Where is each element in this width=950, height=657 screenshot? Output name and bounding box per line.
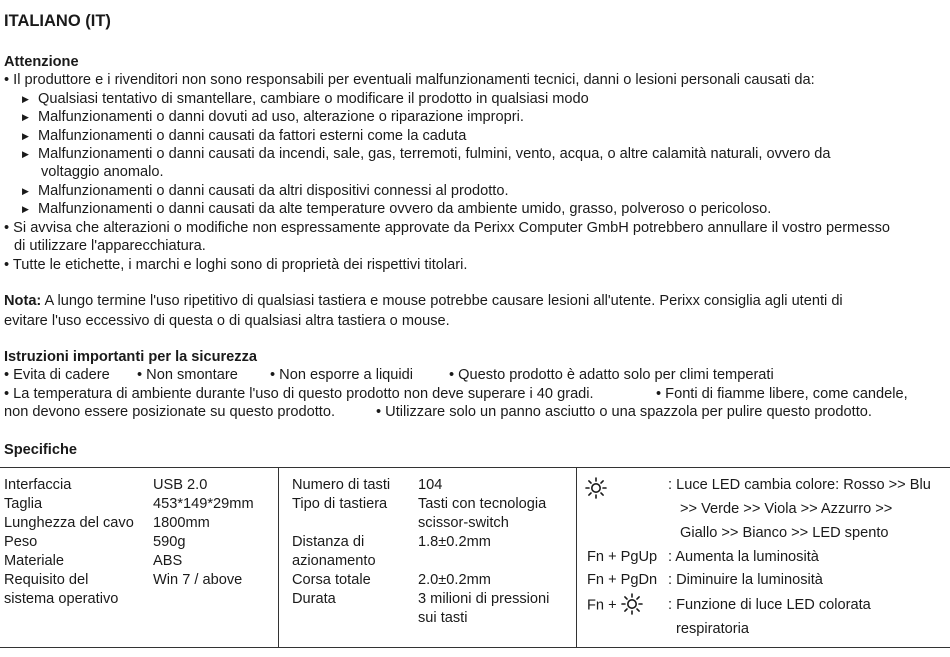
triangle-bullet-icon: ▶ xyxy=(22,94,29,104)
attention-sub-4-cont: voltaggio anomalo. xyxy=(41,164,164,180)
attention-heading: Attenzione xyxy=(4,54,79,70)
spec-keys-label: Numero di tasti xyxy=(292,477,391,493)
triangle-bullet-icon: ▶ xyxy=(22,112,29,122)
spec-keys-value: 104 xyxy=(418,477,443,493)
specs-heading: Specifiche xyxy=(4,442,77,458)
spec-weight-value: 590g xyxy=(153,534,186,550)
spec-life-label: Durata xyxy=(292,591,336,607)
spec-travel-value: 2.0±0.2mm xyxy=(418,572,491,588)
safety-item-2: • Non smontare xyxy=(137,367,238,383)
attention-bullet-3: • Tutte le etichette, i marchi e loghi sono di proprietà dei rispettivi titolari. xyxy=(4,257,468,273)
note-label: Nota: xyxy=(4,293,42,309)
spec-type-value-1: Tasti con tecnologia xyxy=(418,496,547,512)
spec-actuation-label-2: azionamento xyxy=(292,553,376,569)
attention-sub-4: ▶ Malfunzionamenti o danni causati da incendi, sale, gas, terremoti, fulmini, vento, acqua, o altre calamità naturali, ovvero da xyxy=(22,146,831,162)
spec-material-value: ABS xyxy=(153,553,183,569)
page-title: ITALIANO (IT) xyxy=(4,12,111,30)
spec-material-label: Materiale xyxy=(4,553,65,569)
attention-sub-5: ▶ Malfunzionamenti o danni causati da altri dispositivi connessi al prodotto. xyxy=(22,183,509,199)
specs-divider-2 xyxy=(576,467,577,647)
spec-os-value: Win 7 / above xyxy=(153,572,243,588)
note-line-2: evitare l'uso eccessivo di questa o di qualsiasi altra tastiera o mouse. xyxy=(4,313,450,329)
safety-item-6: • Fonti di fiamme libere, come candele, xyxy=(656,386,908,402)
specs-table-top-rule xyxy=(0,467,950,468)
safety-item-8: • Utilizzare solo un panno asciutto o una spazzola per pulire questo prodotto. xyxy=(376,404,872,420)
triangle-bullet-icon: ▶ xyxy=(22,186,29,196)
spec-life-value-1: 3 milioni di pressioni xyxy=(418,591,550,607)
key-fn-sun: Fn + xyxy=(587,596,643,615)
spec-life-value-2: sui tasti xyxy=(418,610,468,626)
spec-interface-label: Interfaccia xyxy=(4,477,72,493)
safety-item-1: • Evita di cadere xyxy=(4,367,110,383)
desc-fn-sun-1: : Funzione di luce LED colorata xyxy=(668,597,871,613)
desc-fn-sun-2: respiratoria xyxy=(676,621,749,637)
spec-travel-label: Corsa totale xyxy=(292,572,371,588)
spec-os-label-1: Requisito del xyxy=(4,572,89,588)
triangle-bullet-icon: ▶ xyxy=(22,149,29,159)
safety-heading: Istruzioni importanti per la sicurezza xyxy=(4,349,258,365)
triangle-bullet-icon: ▶ xyxy=(22,204,29,214)
key-fn-pgdn: Fn + PgDn xyxy=(587,572,658,588)
attention-sub-6: ▶ Malfunzionamenti o danni causati da alte temperature ovvero da ambiente umido, grasso, polveroso o pericoloso. xyxy=(22,201,772,217)
key-fn-pgup: Fn + PgUp xyxy=(587,549,658,565)
spec-weight-label: Peso xyxy=(4,534,38,550)
safety-item-5: • La temperatura di ambiente durante l'uso di questo prodotto non deve superare i 40 gradi. xyxy=(4,386,594,402)
led-desc-3: Giallo >> Bianco >> LED spento xyxy=(680,525,889,541)
spec-cable-value: 1800mm xyxy=(153,515,210,531)
attention-bullet-2-cont: di utilizzare l'apparecchiatura. xyxy=(14,238,206,254)
triangle-bullet-icon: ▶ xyxy=(22,131,29,141)
safety-item-7: non devono essere posizionate su questo prodotto. xyxy=(4,404,336,420)
led-desc-2: >> Verde >> Viola >> Azzurro >> xyxy=(680,501,893,517)
spec-actuation-label-1: Distanza di xyxy=(292,534,365,550)
attention-bullet-1: • Il produttore e i rivenditori non sono responsabili per eventuali malfunzionamenti tecnici, danni o lesioni personali causati da: xyxy=(4,72,815,88)
spec-cable-label: Lunghezza del cavo xyxy=(4,515,134,531)
specs-table-bottom-rule xyxy=(0,647,950,648)
spec-type-label: Tipo di tastiera xyxy=(292,496,388,512)
spec-os-label-2: sistema operativo xyxy=(4,591,119,607)
desc-fn-pgdn: : Diminuire la luminosità xyxy=(668,572,823,588)
led-desc-1: : Luce LED cambia colore: Rosso >> Blu xyxy=(668,477,931,493)
sun-icon xyxy=(621,593,643,615)
sun-icon xyxy=(585,477,607,499)
safety-item-4: • Questo prodotto è adatto solo per climi temperati xyxy=(449,367,774,383)
spec-type-value-2: scissor-switch xyxy=(418,515,509,531)
spec-interface-value: USB 2.0 xyxy=(153,477,208,493)
attention-sub-1: ▶ Qualsiasi tentativo di smantellare, cambiare o modificare il prodotto in qualsiasi modo xyxy=(22,91,589,107)
spec-size-label: Taglia xyxy=(4,496,43,512)
attention-bullet-2: • Si avvisa che alterazioni o modifiche non espressamente approvate da Perixx Computer GmbH potrebbero annullare il vostro permesso xyxy=(4,220,891,236)
specs-divider-1 xyxy=(278,467,279,647)
spec-actuation-value: 1.8±0.2mm xyxy=(418,534,491,550)
note-line-1: Nota: A lungo termine l'uso ripetitivo di qualsiasi tastiera e mouse potrebbe causare lesioni all'utente. Perixx consiglia agli utenti di xyxy=(4,293,843,309)
desc-fn-pgup: : Aumenta la luminosità xyxy=(668,549,819,565)
attention-sub-3: ▶ Malfunzionamenti o danni causati da fattori esterni come la caduta xyxy=(22,128,467,144)
spec-size-value: 453*149*29mm xyxy=(153,496,254,512)
safety-item-3: • Non esporre a liquidi xyxy=(270,367,414,383)
attention-sub-2: ▶ Malfunzionamenti o danni dovuti ad uso, alterazione o riparazione impropri. xyxy=(22,109,524,125)
